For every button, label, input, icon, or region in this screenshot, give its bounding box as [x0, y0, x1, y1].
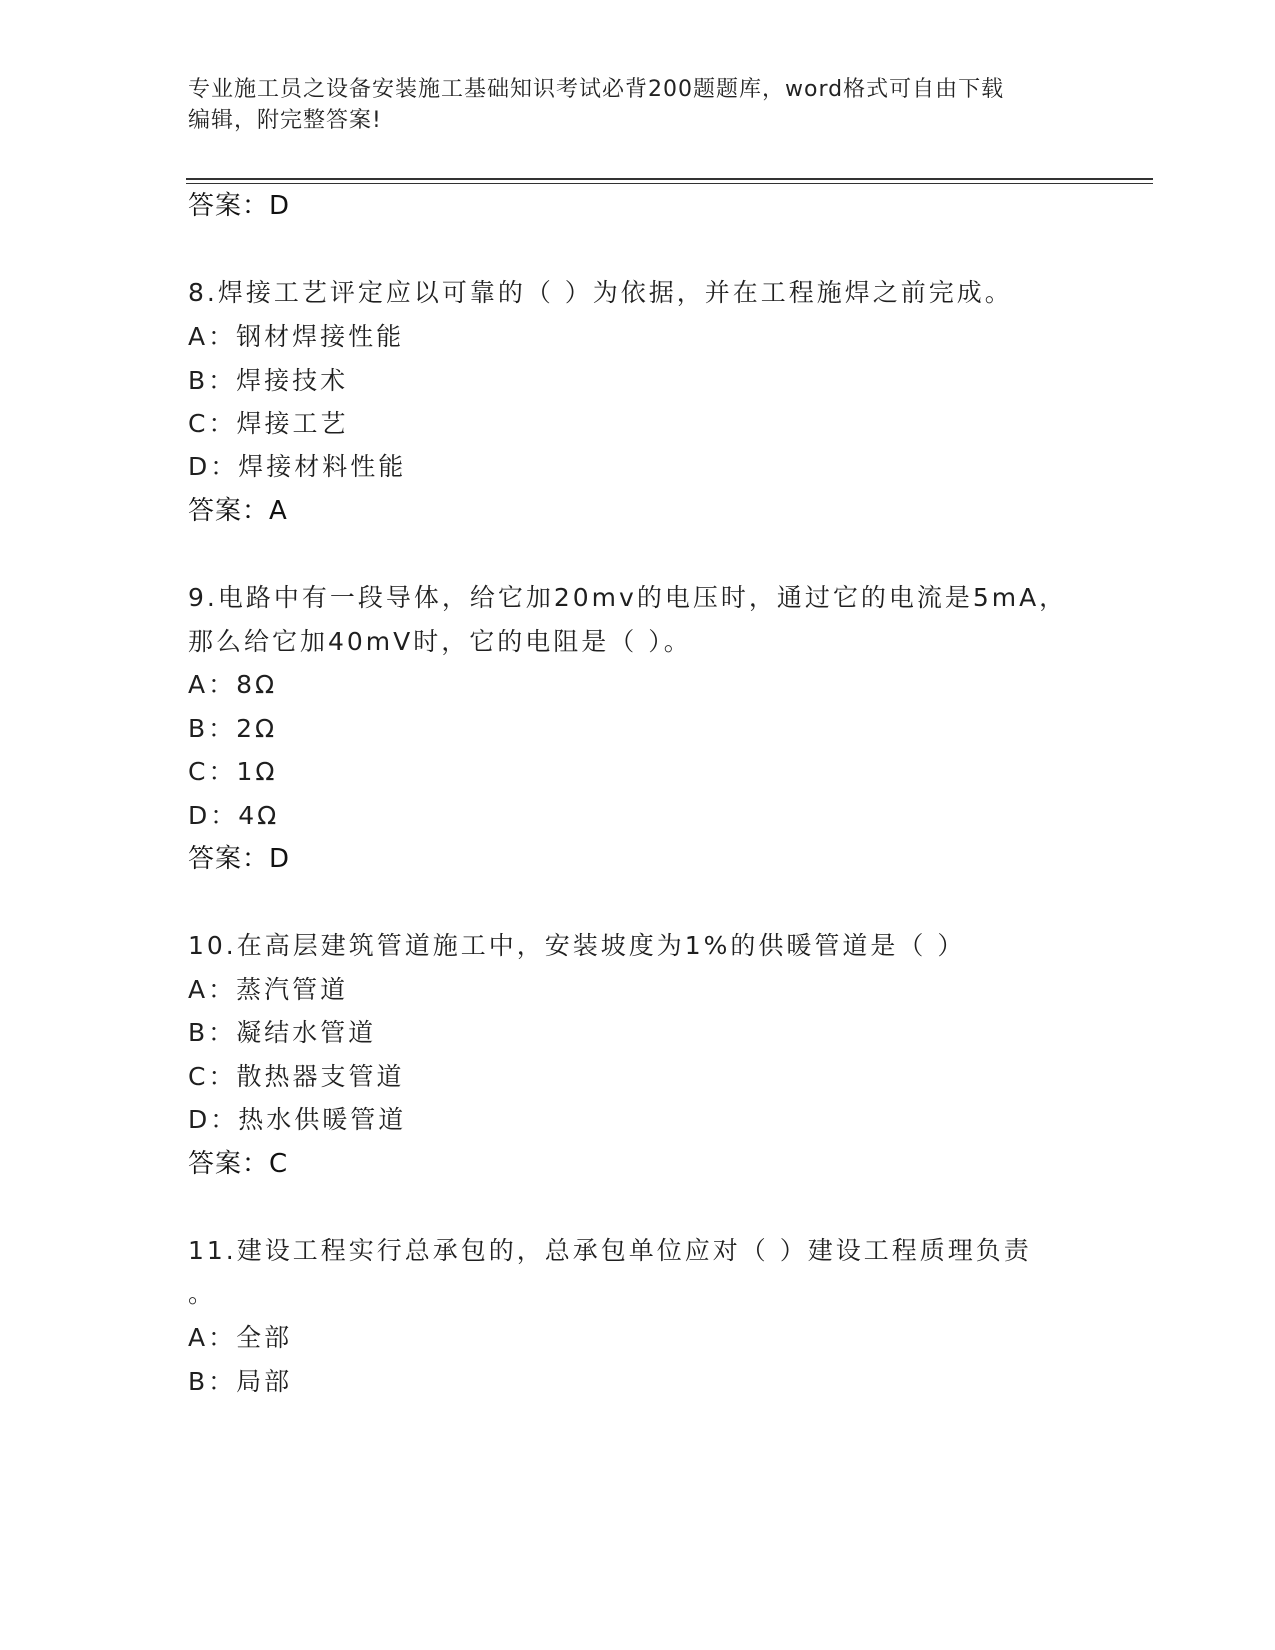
q9-question-line-1: 9.电路中有一段导体，给它加20mv的电压时，通过它的电流是5mA，	[188, 583, 1068, 612]
q8-question: 8.焊接工艺评定应以可靠的（ ）为依据，并在工程施焊之前完成。	[188, 278, 1013, 307]
document-header	[188, 74, 1088, 136]
q9-option-a: A：8Ω	[188, 670, 278, 699]
header-line-1: 专业施工员之设备安装施工基础知识考试必背200题题库，word格式可自由下载	[188, 77, 1005, 102]
q8-option-a: A：钢材焊接性能	[188, 322, 405, 351]
answer-prev: 答案：D	[188, 191, 291, 221]
q8-option-c: C：焊接工艺	[188, 409, 349, 438]
q8-answer: 答案：A	[188, 496, 288, 526]
q9-option-c: C：1Ω	[188, 757, 278, 786]
header-line-2: 编辑，附完整答案!	[188, 108, 382, 133]
q8-option-d: D：焊接材料性能	[188, 452, 407, 481]
header-rule-thick	[186, 178, 1153, 180]
q10-answer: 答案：C	[188, 1149, 289, 1179]
q10-option-c: C：散热器支管道	[188, 1062, 405, 1091]
q10-option-b: B：凝结水管道	[188, 1018, 377, 1047]
q11-option-a: A：全部	[188, 1323, 293, 1352]
q8-option-b: B：焊接技术	[188, 366, 349, 395]
header-rule-thin	[186, 183, 1153, 184]
q9-answer: 答案：D	[188, 844, 291, 874]
q10-option-a: A：蒸汽管道	[188, 975, 349, 1004]
q10-question: 10.在高层建筑管道施工中，安装坡度为1%的供暖管道是（ ）	[188, 931, 966, 960]
q9-question-line-2: 那么给它加40mV时，它的电阻是（ ）。	[188, 627, 692, 656]
q11-question-line-1: 11.建设工程实行总承包的，总承包单位应对（ ）建设工程质理负责	[188, 1236, 1032, 1265]
q11-option-b: B：局部	[188, 1367, 293, 1396]
q10-option-d: D：热水供暖管道	[188, 1105, 407, 1134]
q11-question-line-2: 。	[188, 1279, 217, 1308]
q9-option-b: B：2Ω	[188, 714, 278, 743]
q9-option-d: D：4Ω	[188, 801, 280, 830]
